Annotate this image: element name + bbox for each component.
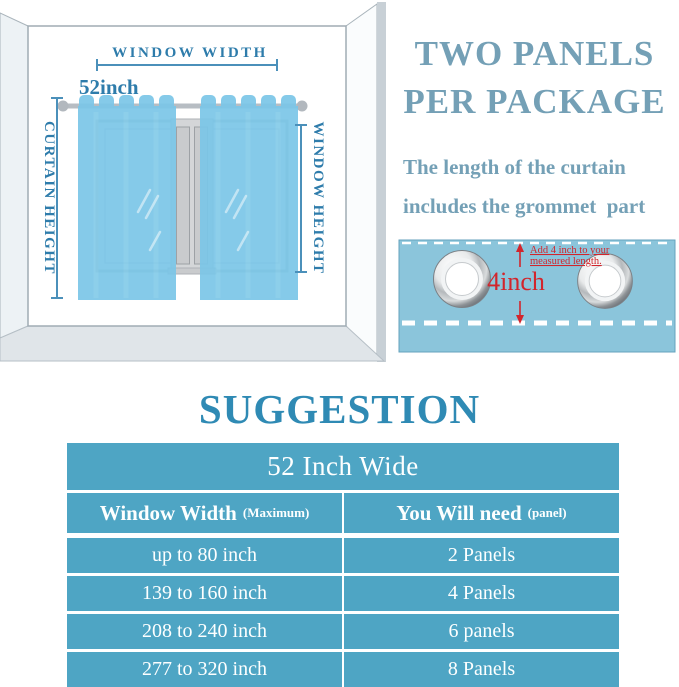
col1-header-text: Window Width bbox=[99, 500, 237, 525]
package-subtitle bbox=[390, 148, 679, 226]
window-height-label: WINDOW HEIGHT bbox=[310, 121, 326, 275]
col-window-width-header bbox=[67, 493, 342, 533]
package-title bbox=[390, 0, 679, 126]
suggestion-table bbox=[67, 443, 619, 687]
window-width-cell: up to 80 inch bbox=[67, 538, 342, 573]
panels-cell: 8 Panels bbox=[344, 652, 619, 687]
panels-cell: 2 Panels bbox=[344, 538, 619, 573]
floor bbox=[0, 326, 384, 361]
package-info-panel bbox=[390, 0, 679, 362]
curtain-height-label: CURTAIN HEIGHT bbox=[41, 121, 57, 275]
package-title-line2: PER PACKAGE bbox=[403, 82, 666, 121]
table-row bbox=[67, 538, 619, 573]
table-row bbox=[67, 614, 619, 649]
col-you-will-need-header bbox=[344, 493, 619, 533]
add-length-note-line1: Add 4 inch to your bbox=[530, 245, 610, 256]
curtain-panel-left bbox=[78, 95, 176, 300]
col1-header-note: (Maximum) bbox=[242, 505, 310, 520]
window-width-cell: 208 to 240 inch bbox=[67, 614, 342, 649]
col2-header-text: You Will need bbox=[396, 500, 522, 525]
window-measurement-diagram bbox=[0, 0, 390, 362]
suggestion-heading: SUGGESTION bbox=[198, 386, 481, 432]
panels-cell: 6 panels bbox=[344, 614, 619, 649]
window-width-label: WINDOW WIDTH bbox=[112, 45, 268, 61]
package-subtitle-line1: The length of the curtain bbox=[403, 155, 626, 179]
four-inch-value: 4inch bbox=[487, 267, 545, 296]
width-value-label: 52inch bbox=[79, 75, 139, 99]
table-row bbox=[67, 576, 619, 611]
package-title-line1: TWO PANELS bbox=[414, 34, 655, 73]
grommet-icon bbox=[434, 251, 491, 308]
panels-cell: 4 Panels bbox=[344, 576, 619, 611]
table-row bbox=[67, 652, 619, 687]
window-width-cell: 139 to 160 inch bbox=[67, 576, 342, 611]
add-length-note-line2: measured length. bbox=[530, 256, 602, 267]
table-title-row: 52 Inch Wide bbox=[67, 443, 619, 490]
window-width-cell: 277 to 320 inch bbox=[67, 652, 342, 687]
grommet-length-figure bbox=[398, 237, 677, 355]
table-header-row bbox=[67, 493, 619, 533]
col2-header-note: (panel) bbox=[527, 505, 567, 520]
package-subtitle-line2: includes the grommet part bbox=[403, 194, 646, 218]
curtain-panel-right bbox=[200, 95, 298, 300]
